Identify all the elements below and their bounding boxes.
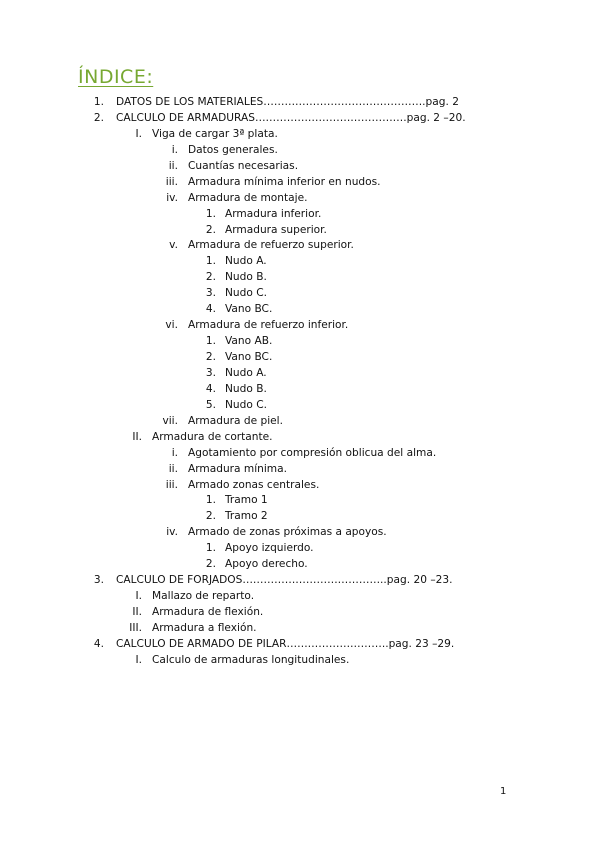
toc-entry-number: I. (135, 590, 142, 603)
toc-entry (0, 207, 600, 223)
toc-entry (0, 509, 600, 525)
toc-entry-text: CALCULO DE ARMADURAS…………………………………….pag. 2 –20. (116, 111, 466, 124)
toc-entry (0, 493, 600, 509)
toc-entry-number: I. (135, 653, 142, 666)
toc-entry (0, 589, 600, 605)
toc-entry-number: 1. (205, 207, 216, 220)
toc-entry (0, 143, 600, 159)
toc-entry-text: Armadura superior. (225, 223, 327, 236)
toc-entry-number: 1. (205, 542, 216, 555)
toc-entry (0, 398, 600, 414)
toc-entry (0, 302, 600, 318)
toc-entry-text: Nudo A. (225, 366, 267, 379)
toc-entry (0, 573, 600, 589)
toc-entry-text: Armadura inferior. (225, 207, 322, 220)
toc-entry-number: 3. (93, 574, 104, 587)
toc-entry-number: 1. (93, 96, 104, 108)
toc-entry (0, 541, 600, 557)
toc-entry-text: Nudo A. (225, 255, 267, 268)
toc-entry-number: 4. (205, 382, 216, 395)
toc-entry-text: CALCULO DE ARMADO DE PILAR………………………..pag. 23 –29. (116, 637, 455, 650)
toc-entry-number: 3. (205, 287, 216, 300)
toc-entry-number: i. (171, 143, 178, 156)
toc-entry-text: Armado zonas centrales. (188, 478, 320, 491)
toc-entry (0, 605, 600, 621)
toc-entry (0, 238, 600, 254)
toc-entry (0, 127, 600, 143)
toc-entry-number: 2. (205, 558, 216, 571)
page-number: 1 (500, 786, 507, 797)
toc-entry-text: Mallazo de reparto. (152, 590, 255, 603)
toc-entry-text: Datos generales. (188, 143, 278, 156)
toc-entry (0, 557, 600, 573)
toc-entry (0, 254, 600, 270)
toc-entry-text: Nudo B. (225, 382, 267, 395)
toc-entry-number: 2. (205, 510, 216, 523)
toc-entry-number: 1. (205, 335, 216, 348)
toc-entry-text: Armado de zonas próximas a apoyos. (188, 526, 387, 539)
toc-entry (0, 111, 600, 127)
toc-entry (0, 462, 600, 478)
toc-entry-text: Armadura a flexión. (152, 621, 257, 634)
toc-entry-text: Vano BC. (225, 303, 273, 316)
toc-entry-number: iv. (166, 191, 178, 204)
toc-entry-number: vii. (162, 414, 178, 427)
toc-entry (0, 525, 600, 541)
toc-entry (0, 270, 600, 286)
toc-entry-text: Nudo C. (225, 287, 267, 300)
toc-entry (0, 621, 600, 637)
toc-entry-text: Armadura de refuerzo inferior. (188, 319, 349, 332)
toc-entry-text: Armadura de montaje. (188, 191, 308, 204)
toc-entry-number: 1. (205, 255, 216, 268)
toc-entry (0, 350, 600, 366)
toc-entry (0, 159, 600, 175)
toc-entry-number: 2. (205, 271, 216, 284)
toc-entry-number: 2. (205, 351, 216, 363)
toc-entry-text: Calculo de armaduras longitudinales. (152, 653, 350, 666)
toc-entry-number: 1. (205, 494, 216, 507)
toc-entry-number: II. (132, 606, 142, 618)
toc-entry-number: 5. (205, 398, 216, 411)
toc-entry-text: CALCULO DE FORJADOS…………………………………..pag. 20 –23. (116, 574, 453, 587)
toc-entry-text: Nudo C. (225, 398, 267, 411)
toc-entry (0, 414, 600, 430)
toc-entry (0, 223, 600, 239)
toc-entry-text: Apoyo izquierdo. (225, 542, 314, 555)
toc-entry-text: Armadura de refuerzo superior. (188, 239, 354, 252)
toc-entry-text: Armadura mínima inferior en nudos. (188, 175, 381, 188)
toc-entry-text: Apoyo derecho. (225, 558, 308, 571)
toc-entry-number: 4. (93, 637, 104, 650)
toc-entry-number: iii. (165, 175, 178, 188)
toc-entry-number: iv. (166, 526, 178, 539)
page-title: ÍNDICE: (78, 66, 154, 88)
toc-entry (0, 366, 600, 382)
toc-entry-text: Viga de cargar 3ª plata. (152, 127, 278, 140)
toc-entry-text: Nudo B. (225, 271, 267, 284)
toc-entry-number: 2. (93, 111, 104, 124)
toc-entry (0, 286, 600, 302)
toc-entry-number: ii. (168, 159, 178, 172)
toc-entry-text: Armadura de cortante. (152, 430, 273, 443)
toc-entry-text: Vano AB. (225, 335, 273, 348)
toc-entry (0, 175, 600, 191)
toc-entry-number: i. (171, 446, 178, 459)
toc-entry-text: Tramo 2 (225, 510, 268, 523)
toc-entry-number: v. (169, 239, 178, 252)
toc-entry (0, 430, 600, 446)
toc-entry-text: Cuantías necesarias. (188, 159, 299, 172)
toc-entry-text: Tramo 1 (225, 494, 268, 507)
toc-entry (0, 446, 600, 462)
toc-entry-number: I. (135, 127, 142, 140)
toc-entry-number: iii. (165, 478, 178, 491)
toc-entry (0, 653, 600, 669)
toc-entry-text: Armadura de piel. (188, 414, 283, 427)
toc-entry-text: DATOS DE LOS MATERIALES……………………………………….pag. 2 (116, 96, 459, 108)
toc-entry (0, 478, 600, 494)
toc-entry-text: Vano BC. (225, 351, 273, 363)
toc-entry-number: 4. (205, 303, 216, 316)
toc-entry-number: ii. (168, 462, 178, 475)
toc-entry (0, 382, 600, 398)
toc-entry (0, 191, 600, 207)
toc-entry-text: Agotamiento por compresión oblicua del alma. (188, 446, 437, 459)
toc-entry-number: vi. (165, 319, 178, 332)
toc-entry-text: Armadura mínima. (188, 462, 287, 475)
toc-entry-number: III. (129, 621, 142, 634)
toc-entry (0, 318, 600, 334)
toc-entry-number: II. (132, 430, 142, 443)
toc-entry-number: 2. (205, 223, 216, 236)
toc-entry-number: 3. (205, 366, 216, 379)
toc-entry-text: Armadura de flexión. (152, 606, 264, 618)
toc-entry (0, 637, 600, 653)
toc-entry (0, 95, 600, 111)
toc-entry (0, 334, 600, 350)
table-of-contents (0, 95, 600, 669)
